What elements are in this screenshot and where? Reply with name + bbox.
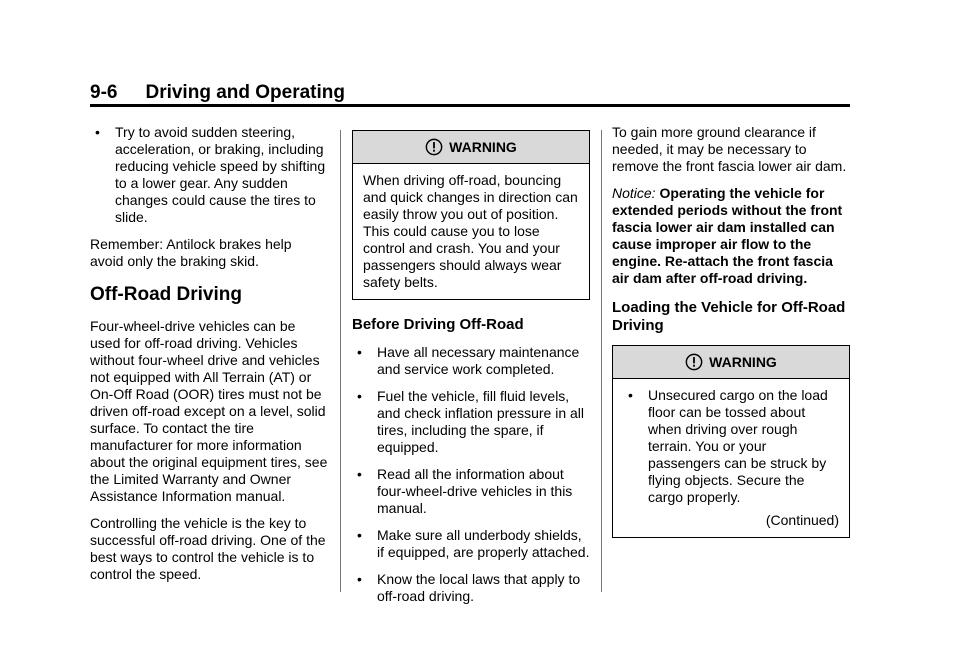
bullet-dot-icon: • — [95, 124, 100, 140]
bullet-dot-icon: • — [357, 388, 362, 404]
bullet-dot-icon: • — [357, 466, 362, 482]
paragraph: Remember: Antilock brakes help avoid only the braking skid. — [90, 236, 292, 269]
column-divider — [340, 130, 341, 592]
list-item — [352, 388, 590, 456]
notice-label: Notice: — [612, 185, 656, 201]
warning-header — [353, 131, 589, 164]
paragraph: To gain more ground clearance if needed, it may be necessary to remove the front fascia lower air dam. — [612, 124, 847, 174]
subsection-heading: Loading the Vehicle for Off-Road Driving — [612, 299, 846, 334]
list-item — [352, 571, 590, 605]
bullet-dot-icon: • — [357, 344, 362, 360]
bullet-text: Make sure all underbody shields, if equipped, are properly attached. — [377, 527, 590, 560]
warning-text: When driving off-road, bouncing and quick changes in direction can easily throw you out of position. This could cause you to lose control and crash. You and your passengers should always wear safety belts. — [363, 172, 578, 290]
warning-title: WARNING — [449, 138, 517, 155]
bullet-dot-icon: • — [357, 527, 362, 543]
warning-triangle-icon — [425, 138, 443, 156]
warning-box — [352, 130, 590, 300]
list-item — [352, 466, 590, 517]
warning-body — [613, 379, 849, 537]
column-right — [612, 124, 850, 554]
bullet-dot-icon: • — [628, 387, 633, 403]
column-divider — [601, 130, 602, 592]
column-left — [90, 124, 328, 593]
page-number: 9-6 — [90, 82, 118, 103]
bullet-text: Try to avoid sudden steering, acceleration, or braking, including reducing vehicle speed by shifting to a lower gear. Any sudden changes could cause the tires to slide. — [115, 124, 326, 225]
paragraph: Four-wheel-drive vehicles can be used for off-road driving. Vehicles without four-wheel drive and vehicles not equipped with All Terrain (AT) or On-Off Road (OOR) tires must not be driven off-road except on a level, solid surface. To contact the tire manufacturer for more information about the original equipment tires, see the Limited Warranty and Owner Assistance Information manual. — [90, 318, 328, 504]
list-item — [352, 527, 590, 561]
notice — [612, 185, 850, 287]
warning-triangle-icon — [685, 353, 703, 371]
notice-text: Operating the vehicle for extended periods without the front fascia lower air dam installed can cause improper air flow to the engine. Re-attach the front fascia air dam after off-road driving. — [612, 185, 843, 286]
subsection-heading: Before Driving Off-Road — [352, 316, 524, 333]
continued-label: (Continued) — [765, 512, 839, 528]
section-heading: Off-Road Driving — [90, 284, 242, 305]
warning-title: WARNING — [709, 353, 777, 370]
warning-box — [612, 345, 850, 538]
list-item — [90, 124, 328, 226]
section-title: Driving and Operating — [145, 82, 345, 103]
bullet-dot-icon: • — [357, 571, 362, 587]
bullet-text: Have all necessary maintenance and service work completed. — [377, 344, 580, 377]
list-item — [352, 344, 590, 378]
bullet-text: Fuel the vehicle, fill fluid levels, and check inflation pressure in all tires, including the spare, if equipped. — [377, 388, 585, 455]
header-rule — [90, 104, 850, 107]
bullet-text: Read all the information about four-wheel-drive vehicles in this manual. — [377, 466, 573, 516]
column-middle — [352, 130, 590, 615]
page-header — [90, 82, 850, 106]
bullet-text: Unsecured cargo on the load floor can be tossed about when driving over rough terrain. You or your passengers can be struck by flying objects. Secure the cargo properly. — [648, 387, 828, 505]
bullet-text: Know the local laws that apply to off-road driving. — [377, 571, 581, 604]
warning-header — [613, 346, 849, 379]
list-item — [623, 387, 839, 506]
paragraph: Controlling the vehicle is the key to successful off-road driving. One of the best ways to control the vehicle is to control the speed. — [90, 515, 326, 582]
warning-body — [353, 164, 589, 299]
